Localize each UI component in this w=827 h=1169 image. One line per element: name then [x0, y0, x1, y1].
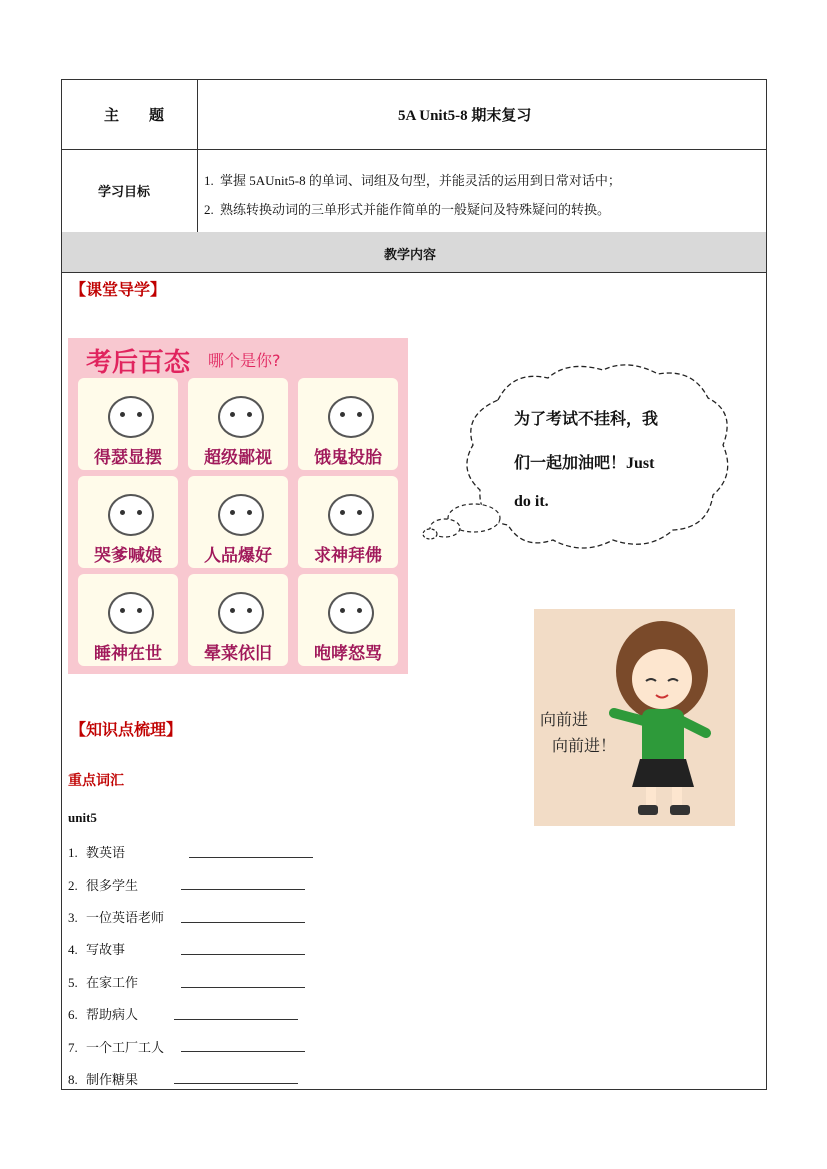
topic-value: 5A Unit5-8 期末复习 [398, 108, 532, 124]
answer-blank[interactable] [181, 1051, 305, 1052]
vocab-item [68, 1004, 138, 1023]
vocab-text: 一个工厂工人 [86, 1040, 165, 1055]
answer-blank[interactable] [181, 954, 305, 955]
vocab-number: 2. [68, 878, 78, 893]
exam-meme-image [68, 338, 408, 674]
meme-caption: 睡神在世 [94, 644, 162, 664]
key-vocab-title: 重点词汇 [68, 773, 124, 789]
meme-caption: 饿鬼投胎 [314, 448, 382, 468]
girl-text-line: 向前进！ [552, 736, 617, 755]
goal-number: 1. [204, 173, 214, 188]
cat-face-icon [218, 494, 264, 536]
goal-text: 掌握 5AUnit5-8 的单词、词组及句型，并能灵活的运用到日常对话中； [220, 173, 621, 188]
meme-caption: 超级鄙视 [204, 448, 272, 468]
meme-panel [78, 378, 178, 470]
vocab-number: 4. [68, 942, 78, 957]
meme-panel [298, 378, 398, 470]
meme-caption: 得瑟显摆 [94, 448, 162, 468]
meme-panel [298, 476, 398, 568]
vocab-item [68, 939, 125, 958]
vocab-number: 6. [68, 1007, 78, 1022]
meme-caption: 哭爹喊娘 [94, 546, 162, 566]
vocab-number: 1. [68, 845, 78, 860]
vocab-number: 5. [68, 975, 78, 990]
cat-face-icon [328, 494, 374, 536]
vocab-number: 7. [68, 1040, 78, 1055]
vocab-text: 帮助病人 [86, 1007, 139, 1022]
vocab-text: 写故事 [86, 942, 126, 957]
cat-face-icon [108, 494, 154, 536]
answer-blank[interactable] [174, 1083, 298, 1084]
vocab-text: 一位英语老师 [86, 910, 165, 925]
vocab-item [68, 907, 164, 926]
vocab-item [68, 842, 125, 861]
goal-item [204, 170, 621, 189]
answer-blank[interactable] [181, 922, 305, 923]
girl-illustration [534, 609, 735, 826]
answer-blank[interactable] [174, 1019, 298, 1020]
vocab-text: 很多学生 [86, 878, 139, 893]
meme-caption: 人品爆好 [204, 546, 272, 566]
section-title-knowledge: 【知识点梳理】 [70, 720, 183, 739]
goals-label: 学习目标 [98, 185, 151, 200]
goal-text: 熟练转换动词的三单形式并能作简单的一般疑问及特殊疑问的转换。 [220, 202, 611, 217]
vocab-number: 8. [68, 1072, 78, 1087]
meme-caption: 晕菜依旧 [204, 644, 272, 664]
cat-face-icon [218, 592, 264, 634]
answer-blank[interactable] [181, 889, 305, 890]
girl-text-line: 向前进 [540, 710, 589, 729]
meme-panel [78, 574, 178, 666]
answer-blank[interactable] [181, 987, 305, 988]
meme-subtitle: 哪个是你? [208, 351, 281, 370]
vocab-text: 制作糖果 [86, 1072, 139, 1087]
meme-caption: 求神拜佛 [314, 546, 382, 566]
meme-title: 考后百态 [86, 348, 191, 378]
goal-item [204, 199, 610, 218]
section-title-guide: 【课堂导学】 [70, 280, 167, 299]
vocab-item [68, 972, 138, 991]
answer-blank[interactable] [189, 857, 313, 858]
vocab-text: 教英语 [86, 845, 126, 860]
meme-panel [188, 378, 288, 470]
vocab-item [68, 1037, 164, 1056]
meme-panel [298, 574, 398, 666]
cat-face-icon [108, 592, 154, 634]
table-divider [61, 272, 767, 273]
bubble-text-line: 为了考试不挂科，我 [514, 411, 659, 428]
cat-face-icon [328, 592, 374, 634]
meme-panel [188, 574, 288, 666]
meme-panel [78, 476, 178, 568]
vocab-item [68, 875, 138, 894]
vocab-text: 在家工作 [86, 975, 139, 990]
table-column-divider [197, 79, 198, 232]
vocab-item [68, 1069, 138, 1088]
unit-label: unit5 [68, 810, 97, 825]
bubble-text-line: do it. [514, 493, 549, 510]
cat-face-icon [328, 396, 374, 438]
table-divider [61, 149, 767, 150]
topic-label: 主 题 [104, 106, 165, 124]
meme-caption: 咆哮怒骂 [314, 644, 382, 664]
bubble-text-line: 们一起加油吧！Just [514, 455, 655, 472]
cat-face-icon [218, 396, 264, 438]
meme-panel [188, 476, 288, 568]
goal-number: 2. [204, 202, 214, 217]
vocab-number: 3. [68, 910, 78, 925]
content-label: 教学内容 [384, 248, 437, 263]
cat-face-icon [108, 396, 154, 438]
